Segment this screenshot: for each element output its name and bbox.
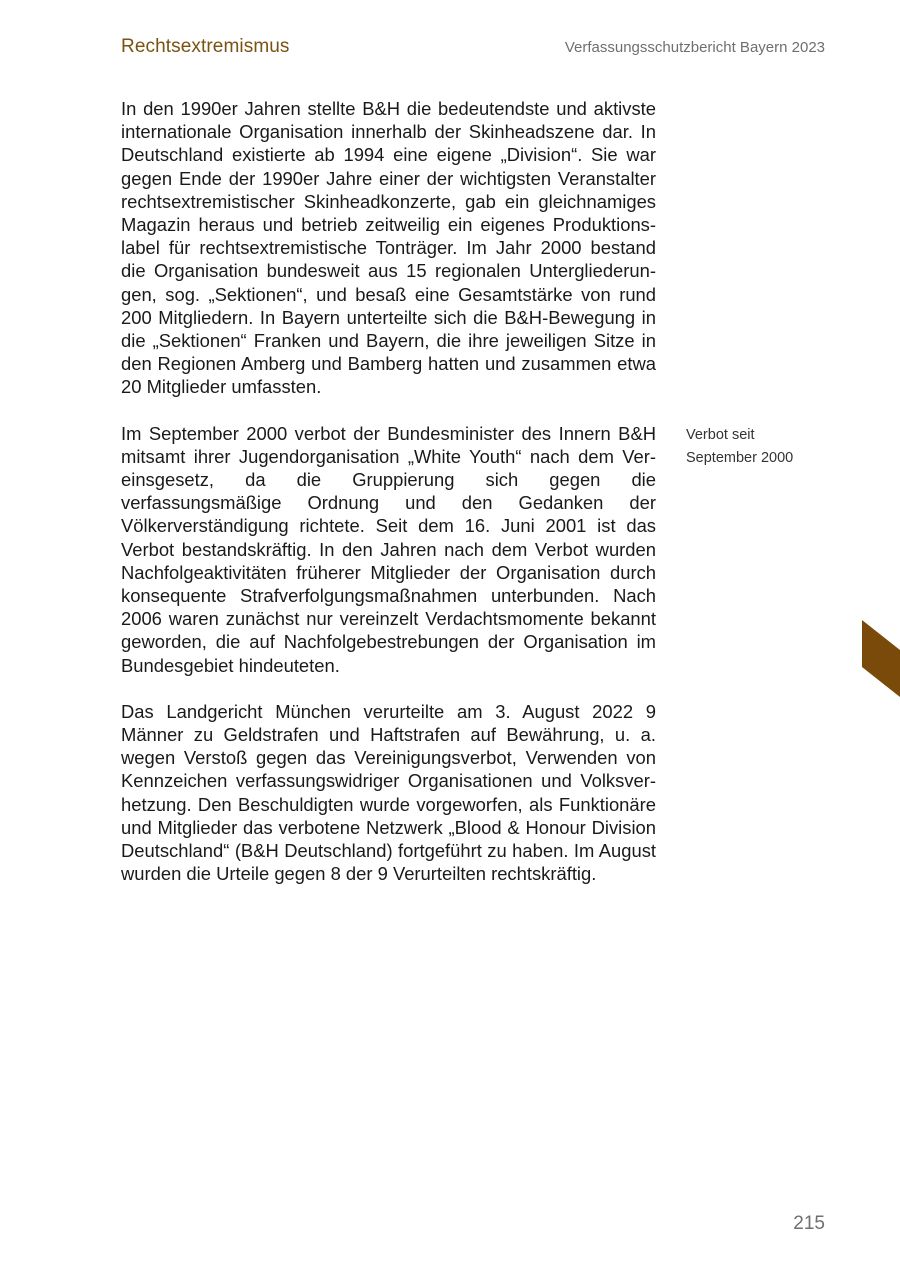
margin-note-line-2: September 2000: [686, 450, 794, 466]
paragraph-bh-ban: Im September 2000 verbot der Bundesminister des Innern B&H mitsamt ihrer Jugendorganisation „White Youth“ nach dem Vereinsgesetz, da die Gruppierung sich gegen die verfassungsmäßige Ordnung und den Gedanken der Völkerverständigung richtete. Seit dem 16. Juni 2001 ist das Verbot bestandskräftig. In den Jahren nach dem Verbot wurden Nachfolgeaktivitäten früherer Mitglieder der Organisation durch konsequente Strafverfolgungsmaßnahmen unterbunden. Nach 2006 waren zunächst nur vereinzelt Verdachtsmomente bekannt geworden, die auf Nachfolgebestrebungen der Organisation im Bundesgebiet hindeuteten.: [121, 422, 656, 676]
paragraph-court-ruling: Das Landgericht München verurteilte am 3. August 2022 9 Männer zu Geldstrafen und Haftstrafen auf Bewährung, u. a. wegen Verstoß gegen das Vereinigungsverbot, Verwenden von Kennzeichen verfassungswidriger Organisationen und Volksverhetzung. Den Beschuldigten wurde vorgeworfen, als Funktionäre und Mitglieder das verbotene Netzwerk „Blood & Honour Division Deutschland“ (B&H Deutschland) fortgeführt zu haben. Im August wurden die Urteile gegen 8 der 9 Verurteilten rechtskräftig.: [121, 700, 656, 885]
margin-note: [686, 424, 826, 470]
chapter-tab-marker: [862, 620, 900, 697]
margin-note-line-1: Verbot seit: [686, 427, 755, 443]
document-title: Verfassungsschutzbericht Bayern 2023: [564, 39, 825, 56]
main-text-column: [121, 97, 656, 909]
section-title: Rechtsextremismus: [121, 36, 290, 57]
page-number: 215: [793, 1213, 825, 1234]
chapter-tab-shape: [862, 620, 900, 697]
paragraph-bh-history: In den 1990er Jahren stellte B&H die bedeutendste und aktivste internationale Organisation innerhalb der Skinheadszene dar. In Deutschland existierte ab 1994 eine eigene „Division“. Sie war gegen Ende der 1990er Jahre einer der wichtigsten Veranstalter rechtsextremistischer Skinheadkonzerte, gab ein gleichnamiges Magazin heraus und betrieb zeitweilig ein eigenes Produktionslabel für rechtsextremistische Tonträger. Im Jahr 2000 bestand die Organisation bundesweit aus 15 regionalen Untergliederungen, sog. „Sektionen“, und besaß eine Gesamtstärke von rund 200 Mitgliedern. In Bayern unterteilte sich die B&H-Bewegung in die „Sektionen“ Franken und Bayern, die ihre jeweiligen Sitze in den Regionen Amberg und Bamberg hatten und zusammen etwa 20 Mitglieder umfassten.: [121, 98, 656, 398]
